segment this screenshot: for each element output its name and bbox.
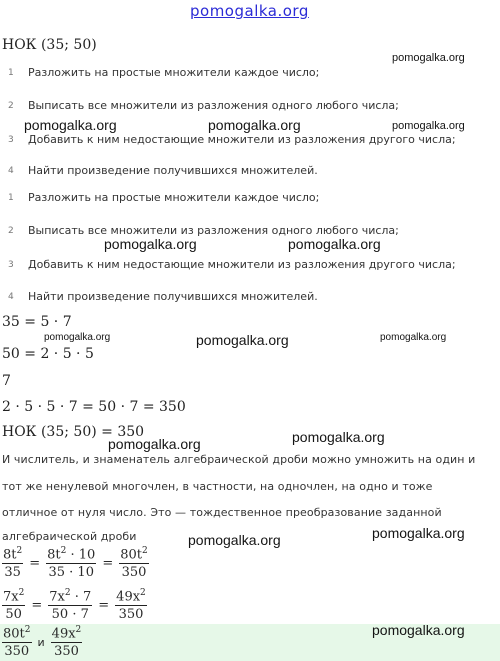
step-text: Найти произведение получившихся множителей. (28, 290, 318, 303)
watermark: pomogalka.org (292, 429, 385, 445)
exponent: 2 (140, 588, 146, 598)
paragraph-line-4: алгебраической дроби (2, 530, 137, 543)
equation-1 (2, 547, 149, 579)
fraction (119, 547, 149, 579)
factorization-35: 35 = 5 · 7 (2, 314, 72, 330)
step-number: 4 (8, 166, 14, 176)
step-1 (8, 66, 319, 79)
watermark-top-link[interactable]: pomogalka.org (190, 2, 309, 20)
lcm-heading: НОК (35; 50) (2, 37, 97, 53)
numerator: 8t (3, 547, 17, 563)
step-3 (8, 133, 456, 146)
step-number: 1 (8, 68, 14, 78)
equals-sign: = (31, 597, 43, 613)
watermark: pomogalka.org (108, 436, 201, 452)
watermark: pomogalka.org (372, 525, 465, 541)
denominator: 350 (121, 565, 147, 581)
watermark: pomogalka.org (104, 236, 197, 252)
exponent: 2 (142, 546, 148, 556)
exponent: 2 (75, 625, 82, 635)
fraction (46, 547, 96, 579)
step-text: Выписать все множители из разложения одного любого числа; (28, 224, 399, 237)
fraction (48, 589, 92, 621)
exponent: 2 (24, 625, 31, 635)
exponent: 2 (18, 588, 25, 598)
numerator: 80t (120, 547, 143, 563)
denominator: 50 · 7 (51, 607, 89, 623)
exponent: 2 (64, 588, 71, 598)
numerator: 7x (3, 589, 19, 605)
step-text: Добавить к ним недостающие множители из разложения другого числа; (28, 133, 456, 146)
numerator: 7x (49, 589, 65, 605)
watermark: pomogalka.org (24, 117, 117, 133)
conjunction: и (37, 635, 45, 649)
fraction (115, 589, 147, 621)
numerator: 49x (51, 626, 76, 642)
watermark: pomogalka.org (188, 532, 281, 548)
missing-factor: 7 (2, 373, 11, 389)
exponent: 2 (16, 546, 23, 556)
step-4 (8, 164, 318, 177)
multiplier: · 10 (66, 547, 96, 563)
step-2 (8, 99, 399, 112)
step-4-repeat (8, 290, 318, 303)
denominator: 35 · 10 (48, 565, 94, 581)
equation-2 (2, 589, 147, 621)
step-number: 2 (8, 226, 14, 236)
step-text: Выписать все множители из разложения одного любого числа; (28, 99, 399, 112)
denominator: 50 (5, 607, 22, 623)
watermark: pomogalka.org (372, 622, 465, 638)
watermark: pomogalka.org (392, 52, 465, 64)
equals-sign: = (98, 597, 110, 613)
multiplier: · 7 (70, 589, 92, 605)
final-fractions (2, 626, 82, 658)
watermark: pomogalka.org (380, 332, 447, 343)
fraction (2, 626, 32, 658)
paragraph-line-3: отличное от нуля число. Это — тождественное преобразование заданной (2, 506, 442, 519)
exponent: 2 (60, 546, 67, 556)
step-text: Разложить на простые множители каждое число; (28, 66, 320, 79)
equals-sign: = (29, 555, 41, 571)
fraction (2, 547, 23, 579)
step-number: 3 (8, 260, 14, 270)
watermark: pomogalka.org (392, 120, 465, 132)
fraction (51, 626, 83, 658)
step-text: Разложить на простые множители каждое число; (28, 191, 320, 204)
step-3-repeat (8, 258, 456, 271)
denominator: 35 (4, 565, 21, 581)
factorization-50: 50 = 2 · 5 · 5 (2, 346, 94, 362)
watermark: pomogalka.org (44, 332, 111, 343)
watermark: pomogalka.org (208, 117, 301, 133)
denominator: 350 (118, 607, 144, 623)
step-number: 1 (8, 193, 14, 203)
numerator: 49x (116, 589, 141, 605)
paragraph-line-1: И числитель, и знаменатель алгебраической дроби можно умножить на один и (2, 453, 476, 466)
step-text: Найти произведение получившихся множителей. (28, 164, 318, 177)
lcm-result: НОК (35; 50) = 350 (2, 424, 145, 440)
product-line: 2 · 5 · 5 · 7 = 50 · 7 = 350 (2, 399, 186, 415)
equals-sign: = (102, 555, 114, 571)
step-1-repeat (8, 191, 319, 204)
step-number: 2 (8, 101, 14, 111)
step-number: 4 (8, 292, 14, 302)
step-text: Добавить к ним недостающие множители из разложения другого числа; (28, 258, 456, 271)
numerator: 80t (3, 626, 25, 642)
denominator: 350 (4, 644, 30, 660)
watermark: pomogalka.org (288, 236, 381, 252)
fraction (2, 589, 25, 621)
step-number: 3 (8, 135, 14, 145)
denominator: 350 (54, 644, 79, 660)
numerator: 8t (47, 547, 61, 563)
paragraph-line-2: тот же ненулевой многочлен, в частности, на одночлен, на одно и тоже (2, 480, 433, 493)
watermark: pomogalka.org (196, 332, 289, 348)
